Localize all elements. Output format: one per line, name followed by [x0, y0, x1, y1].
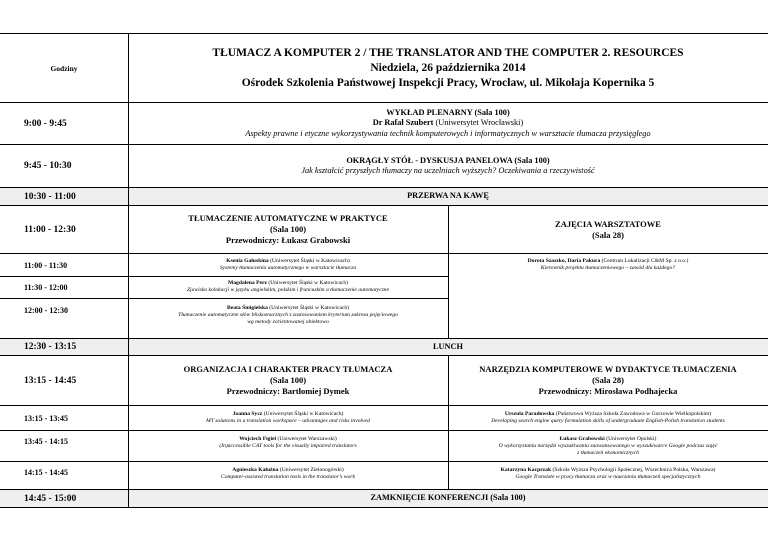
plenary-speaker: Dr Rafał Szubert — [372, 118, 434, 128]
session1-time: 11:00 - 12:30 — [24, 224, 76, 235]
plenary-affiliation: (Uniwersytet Wrocławski) — [433, 118, 524, 128]
talk-row — [0, 254, 768, 276]
talk-speaker: Łukasz Grabowski — [559, 436, 605, 442]
talk-row — [0, 298, 768, 339]
page-title — [128, 34, 768, 102]
talk-speaker: Wojciech Figiel — [239, 436, 277, 442]
hours-label: Godziny — [50, 63, 78, 73]
talk-topic: Systemy tłumaczenia automatycznego w warsztacie tłumacza — [219, 265, 357, 271]
session2-time: 13:15 - 14:45 — [24, 375, 77, 386]
talk-speaker: Agnieszka Kałużna — [232, 467, 279, 473]
session2-right-title: NARZĘDZIA KOMPUTEROWE W DYDAKTYCE TŁUMACZENIA — [479, 364, 737, 374]
talk-row — [0, 276, 768, 298]
session2-left — [128, 356, 448, 405]
session2-row — [0, 355, 768, 405]
lunch-label: LUNCH — [433, 341, 463, 351]
session1-left-chair: Przewodniczy: Łukasz Grabowski — [225, 235, 351, 245]
talk-affiliation: (Szkoła Wyższa Psychologii Społecznej, Wszechnica Polska, Warszawa) — [551, 467, 716, 473]
talk-affiliation: (Uniwersytet Śląski w Katowicach) — [267, 305, 349, 311]
closing-label: ZAMKNIĘCIE KONFERENCJI (Sala 100) — [370, 493, 526, 503]
break-row — [0, 187, 768, 205]
talk-time: 14:15 - 14:45 — [24, 468, 68, 477]
session2-right — [448, 356, 768, 405]
talk-affiliation: (Uniwersytet Śląski w Katowicach) — [268, 257, 350, 264]
talk-affiliation: (Uniwersytet Opolski) — [604, 436, 657, 442]
talk-affiliation: (Uniwersytet Warszawski) — [276, 436, 337, 442]
session2-left-room: (Sala 100) — [269, 375, 307, 385]
talk-topic: Google Translate w pracy tłumacza oraz w nauczaniu tłumaczeń specjalistycznych — [515, 474, 701, 481]
talk-time: 12:00 - 12:30 — [24, 306, 68, 315]
plenary-title: WYKŁAD PLENARNY (Sala 100) — [386, 107, 510, 117]
roundtable-time: 9:45 - 10:30 — [24, 161, 72, 171]
talk-affiliation: (Uniwersytet Śląski w Katowicach) — [262, 410, 344, 417]
talk-topic: Zjawisko kolokacji w języku angielskim, polskim i francuskim a tłumaczenie automatyczne — [186, 287, 390, 293]
closing-time: 14:45 - 15:00 — [24, 493, 77, 504]
talk-speaker: Dorota Szaszko, Daria Pakura — [527, 257, 601, 264]
talk-topic: Kierownik projektu tłumaczeniowego – zawód dla każdego? — [540, 265, 676, 271]
header-row — [0, 33, 768, 102]
talk-topic: MT solutions in a translation workspace – advantages and risks involved — [206, 418, 370, 424]
talk-affiliation: (Centrum Lokalizacji C&M Sp. z o.o.) — [600, 257, 689, 264]
plenary-time: 9:00 - 9:45 — [24, 118, 67, 129]
talk-row — [0, 406, 768, 430]
talk-affiliation: (Państwowa Wyższa Szkoła Zawodowa w Gorzowie Wielkopolskim) — [554, 410, 712, 417]
talk-topic: z tłumaczeń ekonomicznych — [577, 450, 639, 457]
lunch-time: 12:30 - 13:15 — [24, 342, 77, 352]
talk-speaker: Beata Śmigielska — [227, 305, 268, 311]
talk-affiliation: (Uniwersytet Śląski w Katowicach) — [266, 279, 349, 286]
talk-speaker: Joanna Sycz — [232, 410, 263, 417]
session2-left-chair: Przewodniczy: Bartłomiej Dymek — [226, 386, 350, 396]
talk-topic: Developing search engine query formulation skills of undergraduate English-Polish translation students — [491, 418, 725, 424]
title-line-2: Niedziela, 26 października 2014 — [370, 61, 526, 74]
talk-row — [0, 461, 768, 490]
talk-time: 11:30 - 12:00 — [24, 282, 68, 292]
talk-time: 13:15 - 13:45 — [24, 413, 68, 423]
session2-left-title: ORGANIZACJA I CHARAKTER PRACY TŁUMACZA — [183, 364, 393, 374]
talk-topic: Tłumaczenie automatyczne słów bliskoznacznych z zastosowaniem kryterium zakresu pojęciowego — [178, 312, 398, 319]
session1-left-title: TŁUMACZENIE AUTOMATYCZNE W PRAKTYCE — [188, 213, 388, 223]
roundtable-topic: Jak kształcić przyszłych tłumaczy na uczelniach wyższych? Oczekiwania a rzeczywistość — [301, 166, 595, 175]
roundtable-title: OKRĄGŁY STÓŁ - DYSKUSJA PANELOWA (Sala 100) — [346, 155, 550, 165]
lunch-row — [0, 338, 768, 355]
talk-affiliation: (Uniwersytet Zielonogórski) — [278, 467, 344, 473]
talk-speaker: Magdalena Perz — [227, 279, 267, 286]
talk-speaker: Urszula Paradowska — [504, 410, 555, 417]
roundtable-row — [0, 144, 768, 187]
session1-talks — [0, 253, 768, 338]
session1-right-room: (Sala 28) — [592, 229, 624, 240]
talk-time: 13:45 - 14:15 — [24, 437, 68, 446]
session2-talks — [0, 405, 768, 489]
roundtable-cell — [128, 145, 768, 187]
title-line-1: TŁUMACZ A KOMPUTER 2 / THE TRANSLATOR AND THE COMPUTER 2. RESOURCES — [212, 46, 684, 59]
session1-row — [0, 205, 768, 253]
talk-row — [0, 430, 768, 461]
talk-topic: Computer-assisted translation tools in the translator’s work — [221, 474, 355, 481]
session1-right — [448, 206, 768, 253]
plenary-row — [0, 102, 768, 144]
plenary-topic: Aspekty prawne i etyczne wykorzystywania technik komputerowych i informatycznych w warsztacie tłumacza przysięgłego — [245, 128, 651, 138]
talk-speaker: Ksenia Gałuskina — [226, 257, 269, 264]
talk-speaker: Katarzyna Kacprzak — [500, 467, 552, 473]
session1-left-room: (Sala 100) — [269, 224, 307, 234]
talk-topic: (In)accessible CAT tools for the visually impaired translators — [219, 443, 357, 450]
break-time: 10:30 - 11:00 — [24, 191, 76, 202]
closing-row — [0, 489, 768, 508]
talk-topic: O wykorzystaniu narzędzi wyszukiwania zaawansowanego w wyszukiwarce Google podczas zajęć — [498, 443, 718, 450]
title-line-3: Ośrodek Szkolenia Państwowej Inspekcji Pracy, Wrocław, ul. Mikołaja Kopernika 5 — [241, 76, 655, 89]
plenary-cell — [128, 103, 768, 144]
session2-right-chair: Przewodniczy: Mirosława Podhajecka — [538, 386, 678, 396]
session1-right-title: ZAJĘCIA WARSZTATOWE — [555, 218, 661, 229]
talk-time: 11:00 - 11:30 — [24, 260, 68, 270]
session1-left — [128, 206, 448, 253]
session2-right-room: (Sala 28) — [592, 375, 624, 385]
break-label: PRZERWA NA KAWĘ — [407, 191, 489, 201]
talk-topic: wg metody zorientowanej obiektowo — [247, 319, 329, 326]
